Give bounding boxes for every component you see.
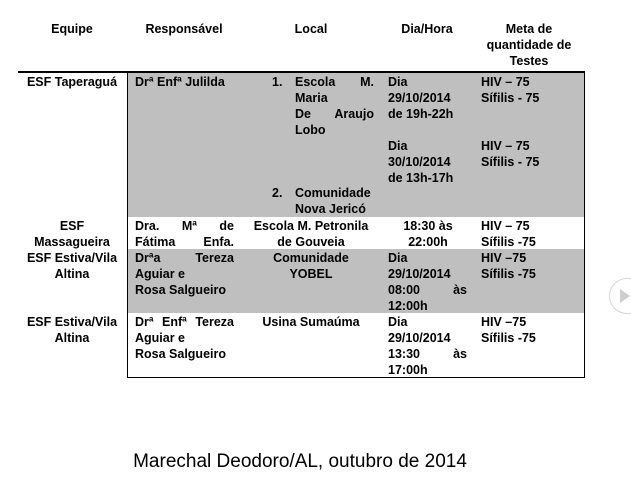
table-left-border	[127, 72, 128, 378]
list-number: 1.	[272, 75, 283, 89]
row-4-meta: HIV –75 Sífilis -75	[481, 315, 536, 345]
row-1-dia-hora-a: Dia 29/10/2014 de 19h-22h	[388, 75, 454, 121]
row-2-dia-hora: 18:30 às 22:00h	[403, 219, 453, 249]
row-3-meta: HIV –75 Sífilis -75	[481, 251, 536, 281]
row-2-meta: HIV – 75 Sífilis -75	[481, 219, 536, 249]
row-2-equipe: ESF Massagueira	[34, 219, 110, 249]
row-1-responsavel: Drª Enfª Julilda	[135, 75, 225, 89]
header-equipe: Equipe	[51, 22, 93, 36]
table-bottom-border	[127, 377, 585, 378]
row-1-dia-hora-b: Dia 30/10/2014 de 13h-17h	[388, 139, 454, 185]
row-1-meta-b: HIV – 75 Sífilis - 75	[481, 139, 540, 169]
row-3-responsavel: Drªa Tereza Aguiar e Rosa Salgueiro	[135, 251, 234, 297]
table-right-border	[584, 72, 585, 378]
row-4-equipe: ESF Estiva/Vila Altina	[26, 315, 118, 345]
row-2-responsavel: Dra. Mª de Fátima Enfa.	[135, 219, 234, 249]
header-dia-hora: Dia/Hora	[401, 22, 453, 36]
header-rule	[18, 71, 585, 73]
row-4-responsavel: Drª Enfª Tereza Aguiar e Rosa Salgueiro	[135, 315, 234, 361]
row-1-equipe: ESF Taperaguá	[26, 75, 118, 89]
row-3-dia-hora: Dia 29/10/2014 08:00 às 12:00h	[388, 251, 467, 313]
footer-caption: Marechal Deodoro/AL, outubro de 2014	[133, 451, 467, 472]
row-2-local: Escola M. Petronila de Gouveia	[253, 219, 369, 249]
row-4-local: Usina Sumaúma	[262, 315, 360, 329]
play-icon	[620, 289, 630, 303]
row-1-meta-a: HIV – 75 Sífilis - 75	[481, 75, 540, 105]
row-3-equipe: ESF Estiva/Vila Altina	[26, 251, 118, 281]
next-slide-button[interactable]	[609, 278, 631, 314]
header-local: Local	[294, 22, 328, 36]
list-number: 2.	[272, 186, 283, 200]
row-4-dia-hora: Dia 29/10/2014 13:30 às 17:00h	[388, 315, 467, 377]
row-3-local: Comunidade YOBEL	[273, 251, 349, 281]
header-responsavel: Responsável	[145, 22, 223, 36]
header-meta: Meta de quantidade de Testes	[486, 22, 572, 68]
